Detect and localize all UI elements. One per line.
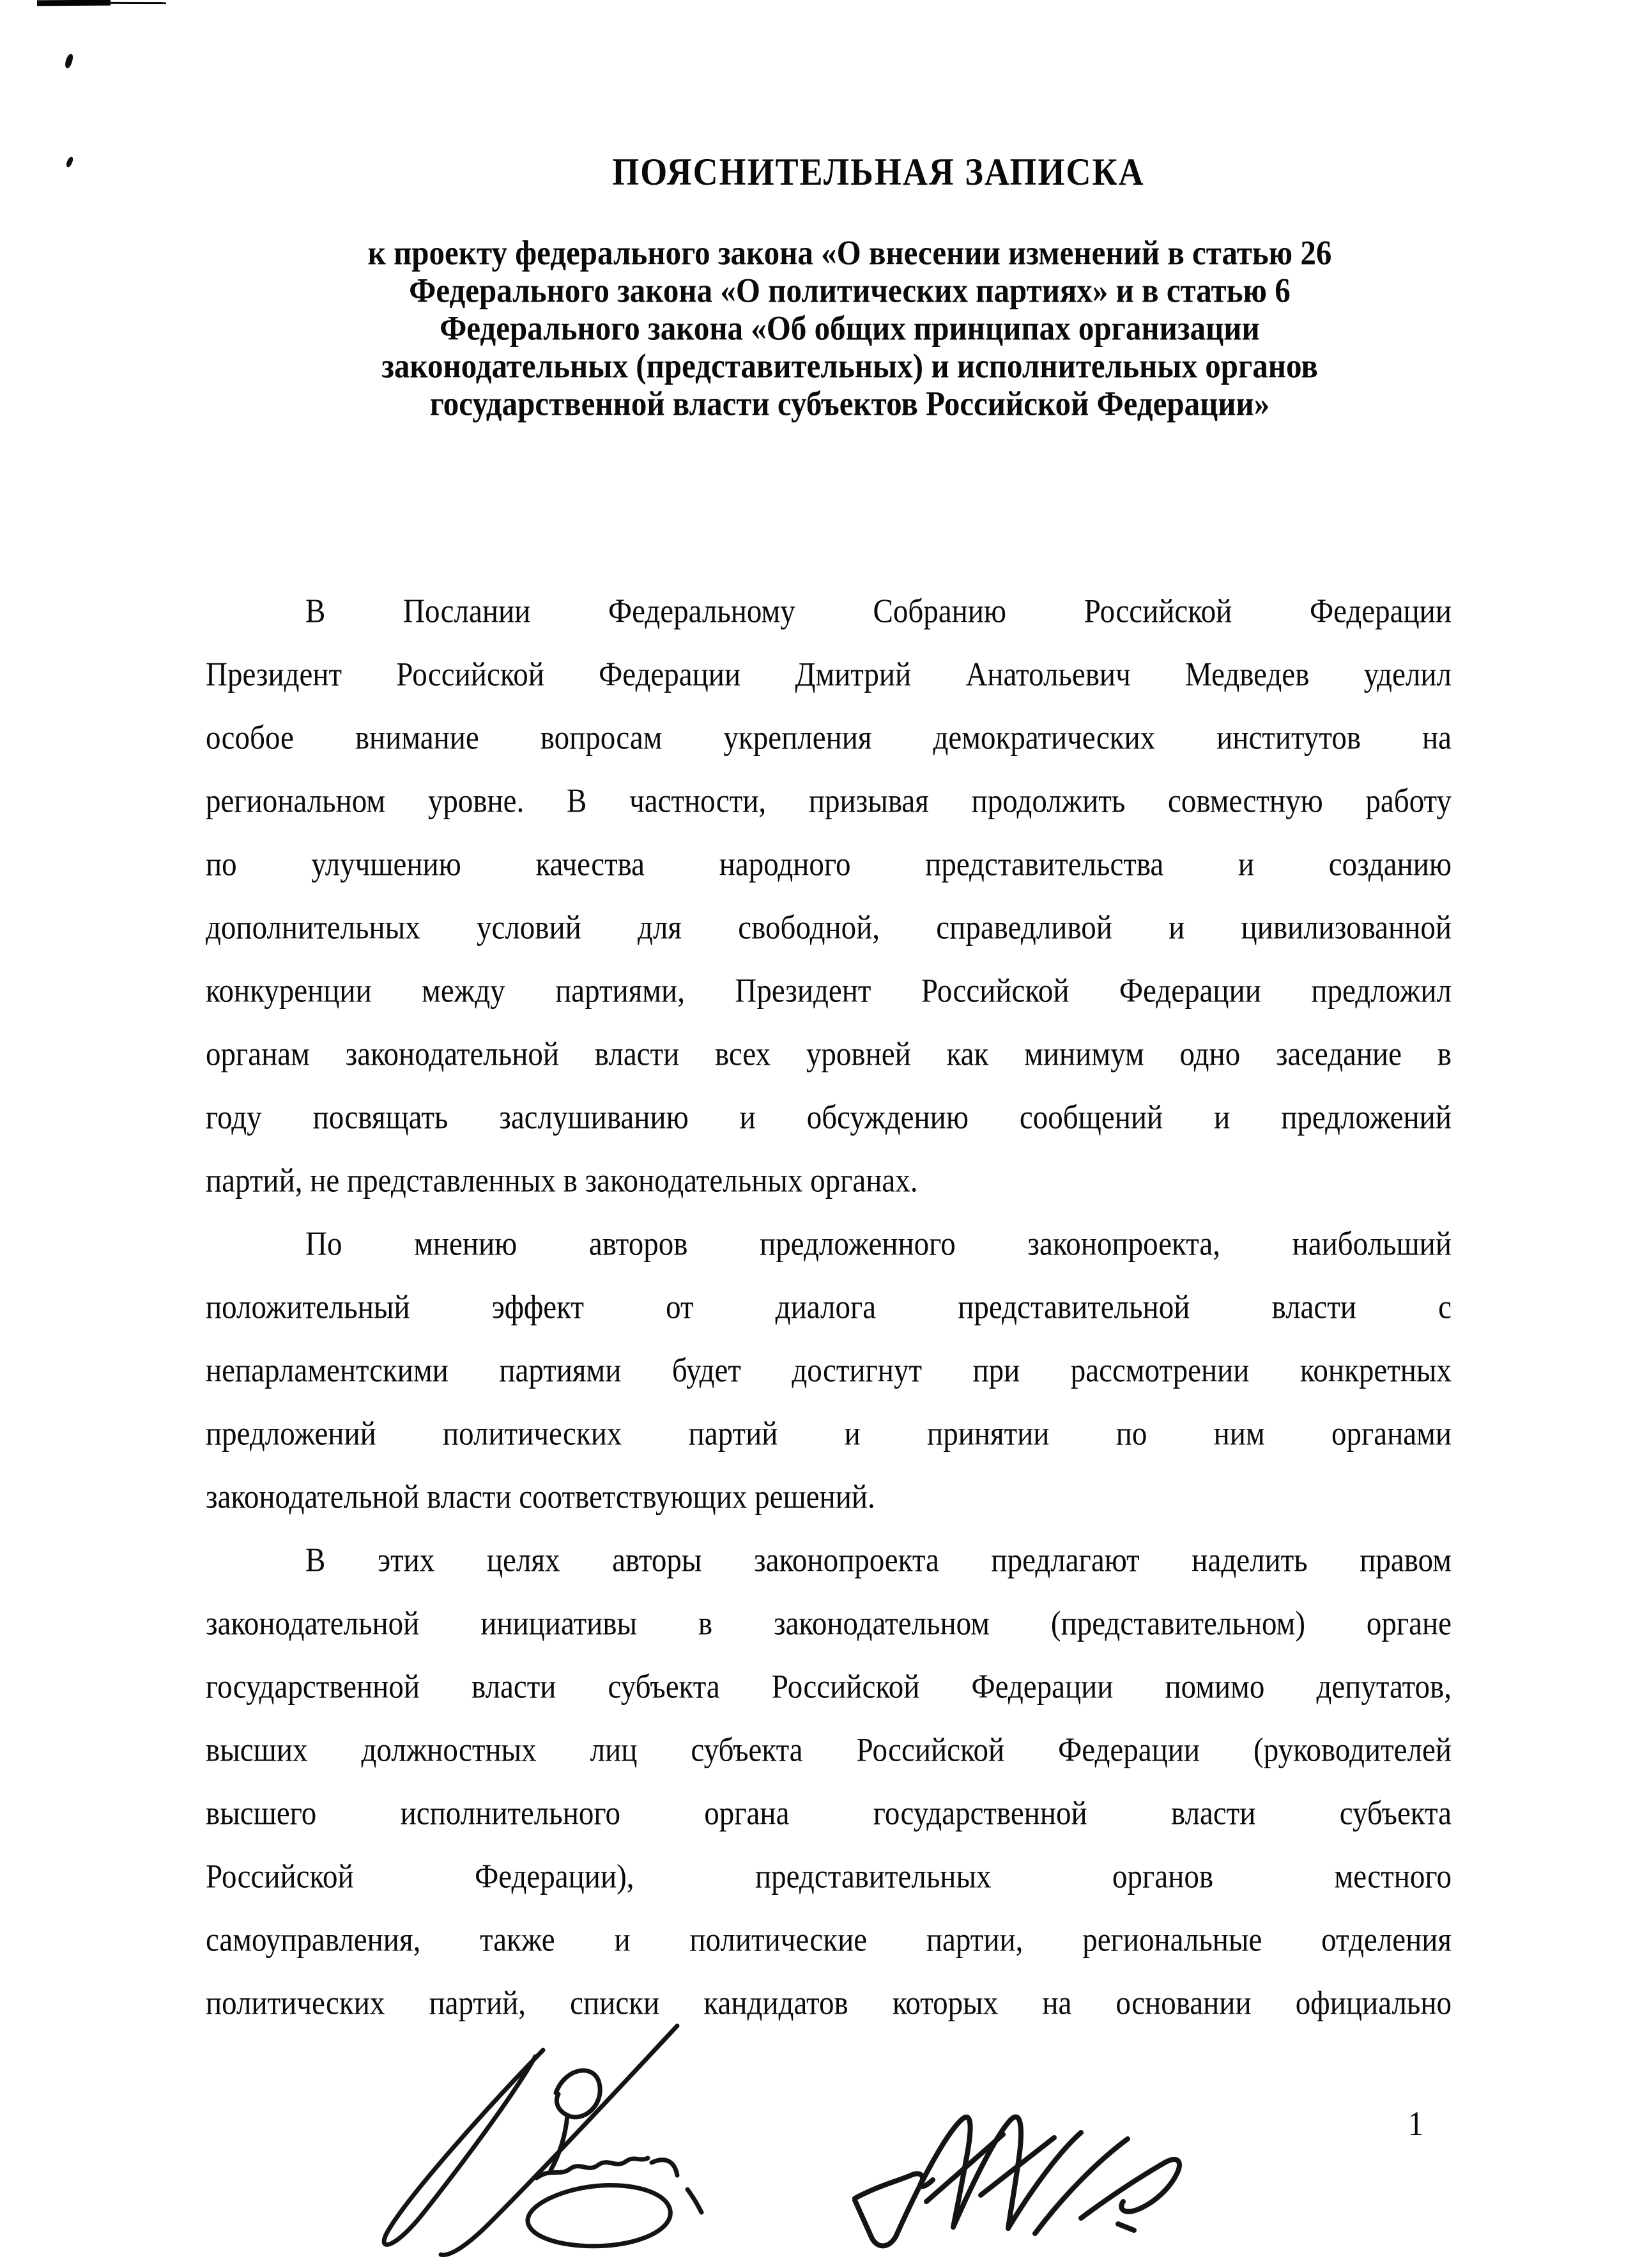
page-number: 1 (1408, 2104, 1423, 2143)
body-line: дополнительных условий для свободной, справедливой и цивилизованной (206, 909, 1452, 947)
scan-artifact-line (107, 2, 166, 4)
subtitle-line: законодательных (представительных) и исполнительных органов (381, 346, 1318, 385)
subtitle-line: государственной власти субъектов Российской Федерации» (429, 384, 1270, 423)
body-line: высшего исполнительного органа государственной власти субъекта (206, 1794, 1452, 1833)
body-line: законодательной инициативы в законодательном (представительном) органе (206, 1605, 1452, 1643)
body-line: самоуправления, также и политические партии, региональные отделения (206, 1921, 1452, 1959)
scan-artifact-bar (37, 0, 111, 6)
subtitle-line: Федерального закона «О политических партиях» и в статью 6 (409, 271, 1291, 310)
document-body (206, 580, 1452, 2035)
body-line: непарламентскими партиями будет достигнут при рассмотрении конкретных (206, 1352, 1452, 1390)
body-line: по улучшению качества народного представительства и созданию (206, 845, 1452, 884)
body-line: органам законодательной власти всех уровней как минимум одно заседание в (206, 1035, 1452, 1074)
body-line: положительный эффект от диалога представительной власти с (206, 1288, 1452, 1327)
scan-speck (65, 156, 73, 168)
signature-left-icon (345, 2013, 760, 2265)
body-line: предложений политических партий и принятии по ним органами (206, 1415, 1452, 1453)
body-line: Российской Федерации), представительных органов местного (206, 1858, 1452, 1896)
body-line: конкуренции между партиями, Президент Российской Федерации предложил (206, 972, 1452, 1010)
subtitle-line: к проекту федерального закона «О внесении изменений в статью 26 (367, 233, 1332, 272)
body-line: В Послании Федеральному Собранию Российской Федерации (305, 592, 1452, 631)
body-line: партий, не представленных в законодательных органах. (206, 1162, 918, 1200)
paragraph (206, 1213, 1452, 1529)
subtitle-line: Федерального закона «Об общих принципах организации (440, 309, 1260, 348)
paragraph (206, 1529, 1452, 2035)
body-line: государственной власти субъекта Российской Федерации помимо депутатов, (206, 1668, 1452, 1706)
body-line: В этих целях авторы законопроекта предлагают наделить правом (305, 1541, 1452, 1580)
body-line: Президент Российской Федерации Дмитрий Анатольевич Медведев уделил (206, 656, 1452, 694)
body-line: законодательной власти соответствующих решений. (206, 1478, 875, 1516)
scan-speck (64, 53, 73, 69)
paragraph (206, 580, 1452, 1213)
document-title: ПОЯСНИТЕЛЬНАЯ ЗАПИСКА (612, 150, 1145, 194)
document-subtitle (227, 234, 1473, 422)
body-line: году посвящать заслушиванию и обсуждению сообщений и предложений (206, 1099, 1452, 1137)
body-line: высших должностных лиц субъекта Российской Федерации (руководителей (206, 1731, 1452, 1770)
signature-right-icon (843, 2099, 1201, 2265)
body-line: региональном уровне. В частности, призывая продолжить совместную работу (206, 782, 1452, 821)
body-line: политических партий, списки кандидатов которых на основании официально (206, 1984, 1452, 2023)
body-line: По мнению авторов предложенного законопроекта, наибольший (305, 1225, 1452, 1263)
body-line: особое внимание вопросам укрепления демократических институтов на (206, 719, 1452, 757)
